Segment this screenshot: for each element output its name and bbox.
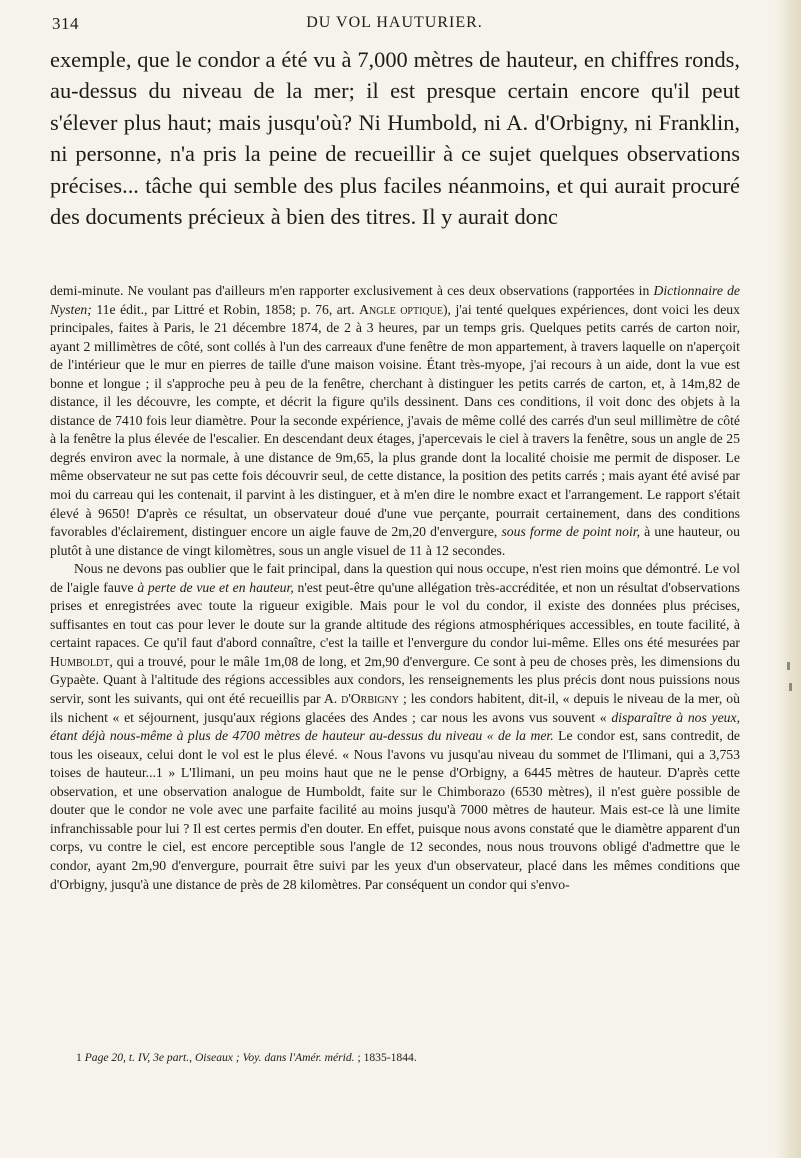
article-reference: Angle optique (359, 301, 443, 317)
page-number: 314 (52, 14, 79, 33)
author-orbigny: d'Orbigny (341, 691, 400, 707)
book-title: Dictionnaire de Nysten; (50, 283, 741, 317)
main-paragraph (50, 44, 740, 232)
page-header (52, 14, 737, 38)
main-paragraph-text: exemple, que le condor a été vu à 7,000 mètres de hauteur, en chiffres ronds, au-dessus du niveau de la mer; il est presque certain encore qu'il peut s'élever plus haut; mais jusqu'où? Ni Humbold, ni A. d'Orbigny, ni Franklin, ni personne, n'a pris la peine de recueillir à ce sujet quelques observations précises... tâche qui semble des plus faciles néanmoins, et qui aurait procuré des documents précieux à bien des titres. Il y aurait donc (50, 47, 740, 230)
page-edge-shadow (775, 0, 801, 1158)
small-paragraph-2: Nous ne devons pas oublier que le fait principal, dans la question qui nous occupe, n'est rien moins que démontré. Le vol de l'aigle fauve à perte de vue et en hauteur, n'est peut-être qu'une allégation très-accréditée, et non un résultat d'observations prises et enregistrées avec toute la rigueur exigible. Mais pour le vol du condor, il existe des données plus précises, suffisantes en tout cas pour lever le doute sur la grande altitude des régions atmosphériques accessibles, en toute facilité, à certaint rapaces. Ce qu'il faut d'abord connaître, c'est la taille et l'envergure du condor lui-même. Elles ons été mesurées par Humboldt, qui a trouvé, pour le mâle 1m,08 de long, et 2m,90 d'envergure. Ce sont à peu de choses près, les dimensions du Gypaète. Quant à l'altitude des régions accessibles aux condors, les renseignements les plus précis dont nous puissions nous servir, sont les suivants, qui ont été recueillis par A. d'Orbigny ; les condors habitent, dit-il, « depuis le niveau de la mer, où ils nichent « et séjournent, jusqu'aux régions glacées des Andes ; car nous les avons vus souvent « disparaître à nos yeux, étant déjà nous-même à plus de 4700 mètres de hauteur au-dessus du niveau « de la mer. Le condor est, sans contredit, de tous les oiseaux, celui dont le vol est le plus élevé. « Nous l'avons vu jusqu'au niveau du sommet de l'Ilimani, qui a 3,753 toises de hauteur...1 » L'Ilimani, un peu moins haut que ne le pense d'Orbigny, a 6445 mètres de hauteur. D'après cette observation, et une observation analogue de Humboldt, faite sur le Chimborazo (6530 mètres), il n'est guère possible de douter que le condor ne vole avec une parfaite facilité au moins jusqu'à 7000 mètres de hauteur. Mais est-ce là une limite infranchissable pour lui ? Il est certes permis d'en douter. En effet, puisque nous avons constaté que le diamètre apparent d'un corps, vu contre le ciel, est encore perceptible sous l'angle de 12 secondes, nous nous trouvons obligé d'admettre que le condor, ayant 2m,90 d'envergure, pourrait être suivi par les yeux d'un observateur, placé dans les mêmes conditions que d'Orbigny, jusqu'à une distance de près de 28 kilomètres. Par conséquent un condor qui s'envo- (50, 561, 741, 892)
quoted-passage: disparaître à nos yeux, étant déjà nous-même à plus de 4700 mètres de hauteur au-dessus du niveau « de la mer. (50, 709, 741, 744)
footnote-source: Page 20, t. IV, 3e part., Oiseaux ; Voy. dans l'Amér. mérid. (84, 1051, 355, 1064)
footnote: 1 Page 20, t. IV, 3e part., Oiseaux ; Voy. dans l'Amér. mérid. ; 1835-1844. (76, 1051, 417, 1064)
small-print-section (50, 282, 740, 894)
author-humboldt: Humboldt (50, 653, 110, 669)
margin-mark (789, 683, 792, 691)
emphasis-form: sous forme de point noir, (501, 524, 641, 540)
small-paragraph-1: demi-minute. Ne voulant pas d'ailleurs m'en rapporter exclusivement à ces deux observations (rapportées in Dictionnaire de Nysten; 11e édit., par Littré et Robin, 1858; p. 76, art. Angle optique), j'ai tenté quelques expériences, dont voici les deux principales, faites à Paris, le 21 décembre 1874, de 2 à 3 heures, par un temps gris. Quelques petits carrés de carton noir, ayant 2 millimètres de côté, sont collés à l'un des carreaux d'une fenêtre de mon appartement, à travers laquelle on n'aperçoit de l'intérieur que le mur en pierres de taille d'une maison voisine. Étant très-myope, j'ai recours à un aide, dont la vue est bonne et longue ; il s'approche peu à peu de la fenêtre, cherchant à distinguer les petits carrés de carton, et, à 14m,82 de distance, il les découvre, les compte, et décrit la figure qu'ils dessinent. Dans ces conditions, il voit donc des objets à la distance de 7410 fois leur diamètre. Pour la seconde expérience, j'avais de même collé des carrés d'un seul millimètre de côté à la fenêtre la plus élevée de l'escalier. En descendant deux étages, j'apercevais le ciel à travers la fenêtre, sous un angle de 25 degrés environ avec la normale, à une distance de 9m,65, la plus grande dont la localité choisie me permit de disposer. Le même observateur ne sut pas cette fois découvrir seul, de cette distance, la position des petits carrés ; mais ayant été avisé par moi du carreau qui les contenait, il parvint à les distinguer, et à m'en dire le nombre exact et l'arrangement. Le rapport s'était élevé à 9650! D'après ce résultat, un observateur doué d'une vue perçante, pourrait certainement, dans des conditions favorables d'éclairement, distinguer encore un aigle fauve de 2m,20 d'envergure, sous forme de point noir, à une hauteur, ou plutôt à une distance de vingt kilomètres, sous un angle visuel de 11 à 12 secondes. (50, 283, 741, 558)
running-title: DU VOL HAUTURIER. (306, 14, 483, 31)
margin-mark (787, 662, 790, 670)
emphasis-perte: à perte de vue et en hauteur, (137, 579, 294, 595)
